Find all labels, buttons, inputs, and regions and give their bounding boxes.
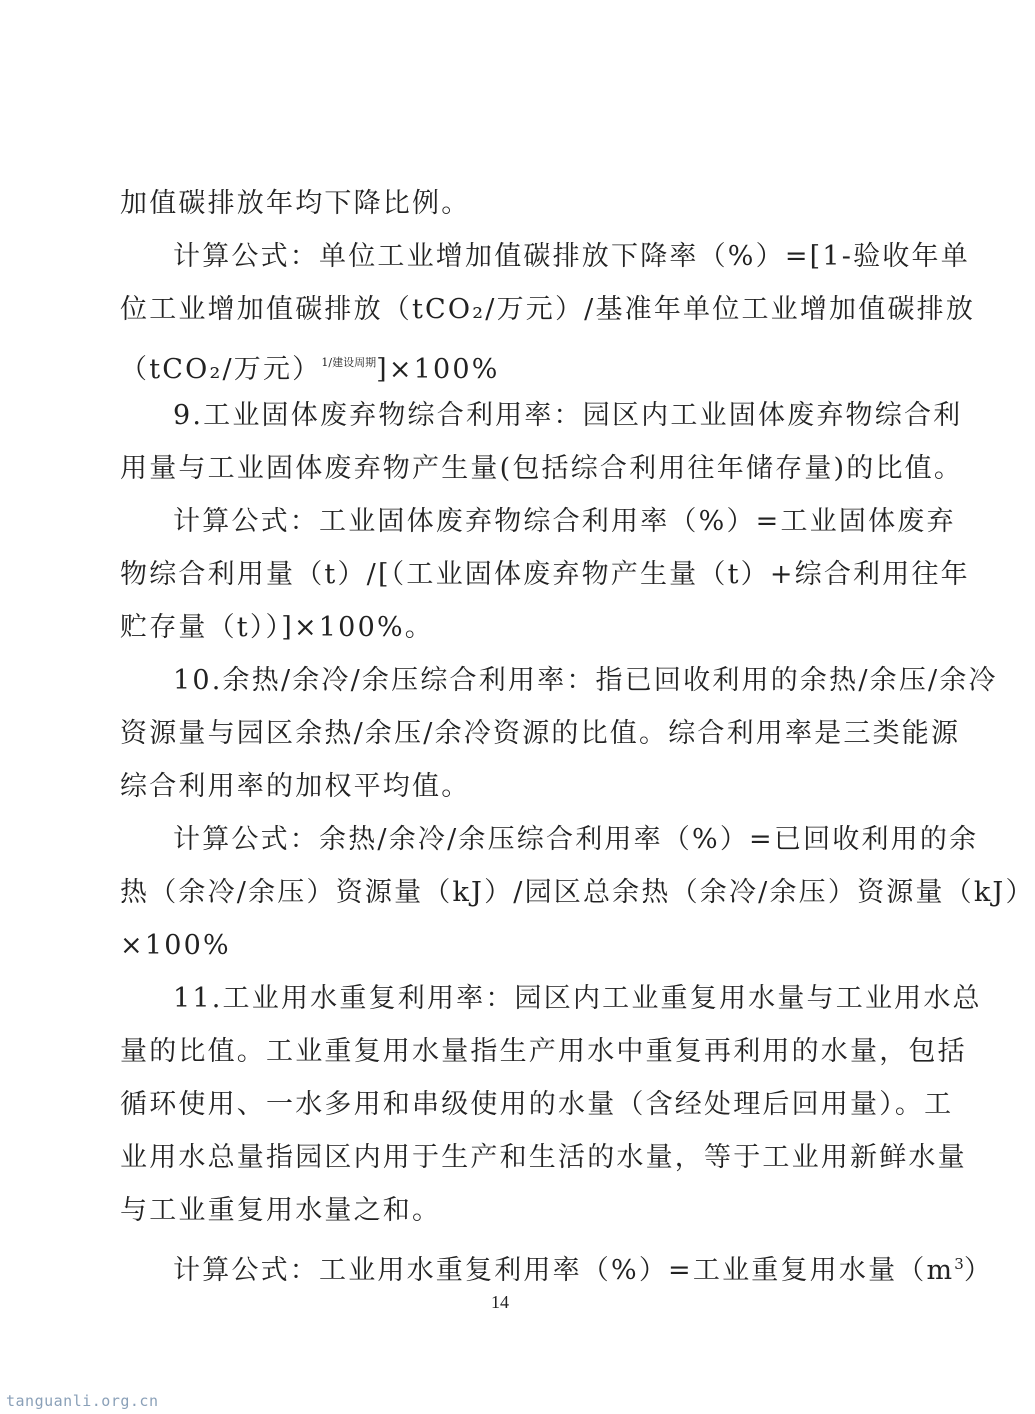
text-line <box>173 1247 994 1286</box>
text-line: 位工业增加值碳排放（tCO₂/万元）/基准年单位工业增加值碳排放 <box>120 294 976 325</box>
page-number: 14 <box>491 1292 509 1312</box>
text-line <box>120 346 895 385</box>
formula-part: ） <box>963 1255 994 1286</box>
formula-exponent: 3 <box>954 1255 964 1273</box>
text-line: 热（余冷/余压）资源量（kJ）/园区总余热（余冷/余压）资源量（kJ） <box>120 877 1035 908</box>
text-line: 与工业重复用水量之和。 <box>120 1195 442 1226</box>
text-line: 11.工业用水重复利用率：园区内工业重复用水量与工业用水总 <box>173 983 982 1014</box>
text-line: 计算公式：工业固体废弃物综合利用率（%）=工业固体废弃 <box>173 506 956 537</box>
text-line: 综合利用率的加权平均值。 <box>120 771 471 802</box>
formula-part: ]×100% <box>376 354 500 385</box>
text-line: 量的比值。工业重复用水量指生产用水中重复再利用的水量，包括 <box>120 1036 967 1067</box>
text-line: 资源量与园区余热/余压/余冷资源的比值。综合利用率是三类能源 <box>120 718 961 749</box>
text-line: 贮存量（t））]×100%。 <box>120 612 434 643</box>
formula-part: （tCO₂/万元） <box>120 354 322 385</box>
text-line: 计算公式：余热/余冷/余压综合利用率（%）=已回收利用的余 <box>173 824 979 855</box>
text-line: 业用水总量指园区内用于生产和生活的水量，等于工业用新鲜水量 <box>120 1142 967 1173</box>
text-line: 用量与工业固体废弃物产生量(包括综合利用往年储存量)的比值。 <box>120 453 964 484</box>
text-line: 计算公式：单位工业增加值碳排放下降率（%）=[1-验收年单 <box>173 241 970 272</box>
watermark: tanguanli.org.cn <box>6 1392 159 1410</box>
text-line: 9.工业固体废弃物综合利用率：园区内工业固体废弃物综合利 <box>173 400 963 431</box>
text-line: 物综合利用量（t）/[（工业固体废弃物产生量（t）+综合利用往年 <box>120 559 970 590</box>
text-line: 加值碳排放年均下降比例。 <box>120 188 471 219</box>
text-line: ×100% <box>120 930 231 961</box>
text-line: 10.余热/余冷/余压综合利用率：指已回收利用的余热/余压/余冷 <box>173 665 998 696</box>
formula-exponent: 1/建设周期 <box>321 356 377 369</box>
text-line: 循环使用、一水多用和串级使用的水量（含经处理后回用量）。工 <box>120 1089 954 1120</box>
formula-part: 计算公式：工业用水重复利用率（%）=工业重复用水量（m <box>173 1255 955 1286</box>
